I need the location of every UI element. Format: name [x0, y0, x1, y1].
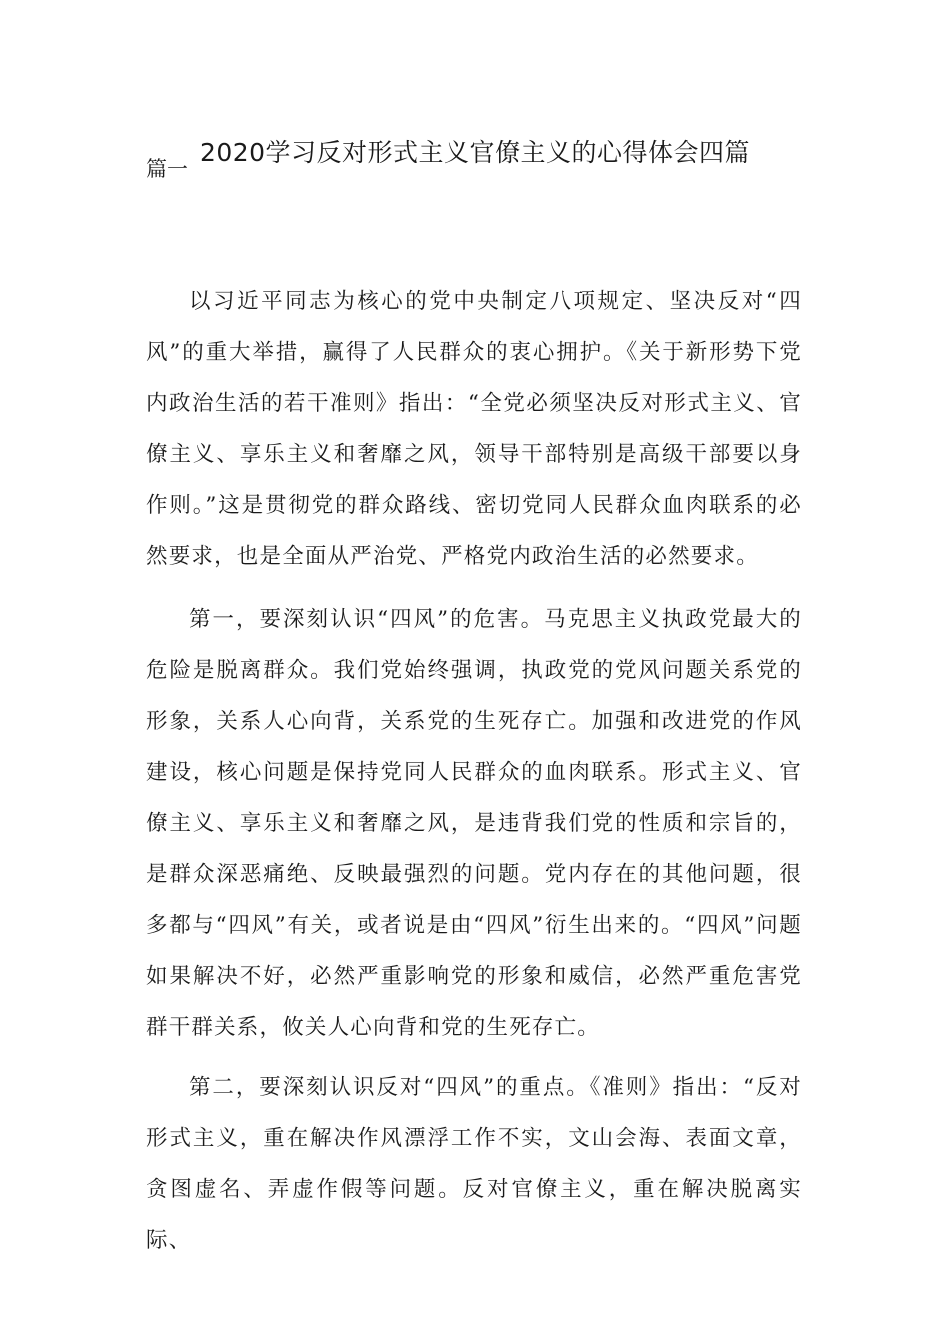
- body-paragraph: 以习近平同志为核心的党中央制定八项规定、坚决反对“四风”的重大举措，赢得了人民群众的衷心拥护。《关于新形势下党内政治生活的若干准则》指出：“全党必须坚决反对形式主义、官僚主义、享乐主义和奢靡之风，领导干部特别是高级干部要以身作则。”这是贯彻党的群众路线、密切党同人民群众血肉联系的必然要求，也是全面从严治党、严格党内政治生活的必然要求。: [146, 289, 802, 569]
- body-paragraph: 第一，要深刻认识“四风”的危害。马克思主义执政党最大的危险是脱离群众。我们党始终强调，执政党的党风问题关系党的形象，关系人心向背，关系党的生死存亡。加强和改进党的作风建设，核心问题是保持党同人民群众的血肉联系。形式主义、官僚主义、享乐主义和奢靡之风，是违背我们党的性质和宗旨的，是群众深恶痛绝、反映最强烈的问题。党内存在的其他问题，很多都与“四风”有关，或者说是由“四风”衍生出来的。“四风”问题如果解决不好，必然严重影响党的形象和威信，必然严重危害党群干群关系，攸关人心向背和党的生死存亡。: [146, 607, 802, 1040]
- body-paragraph: 第二，要深刻认识反对“四风”的重点。《准则》指出：“反对形式主义，重在解决作风漂浮工作不实，文山会海、表面文章，贪图虚名、弄虚作假等问题。反对官僚主义，重在解决脱离实际、: [146, 1075, 802, 1253]
- section-label: 篇一: [146, 157, 188, 181]
- document-title: 2020学习反对形式主义官僚主义的心得体会四篇: [199, 138, 751, 167]
